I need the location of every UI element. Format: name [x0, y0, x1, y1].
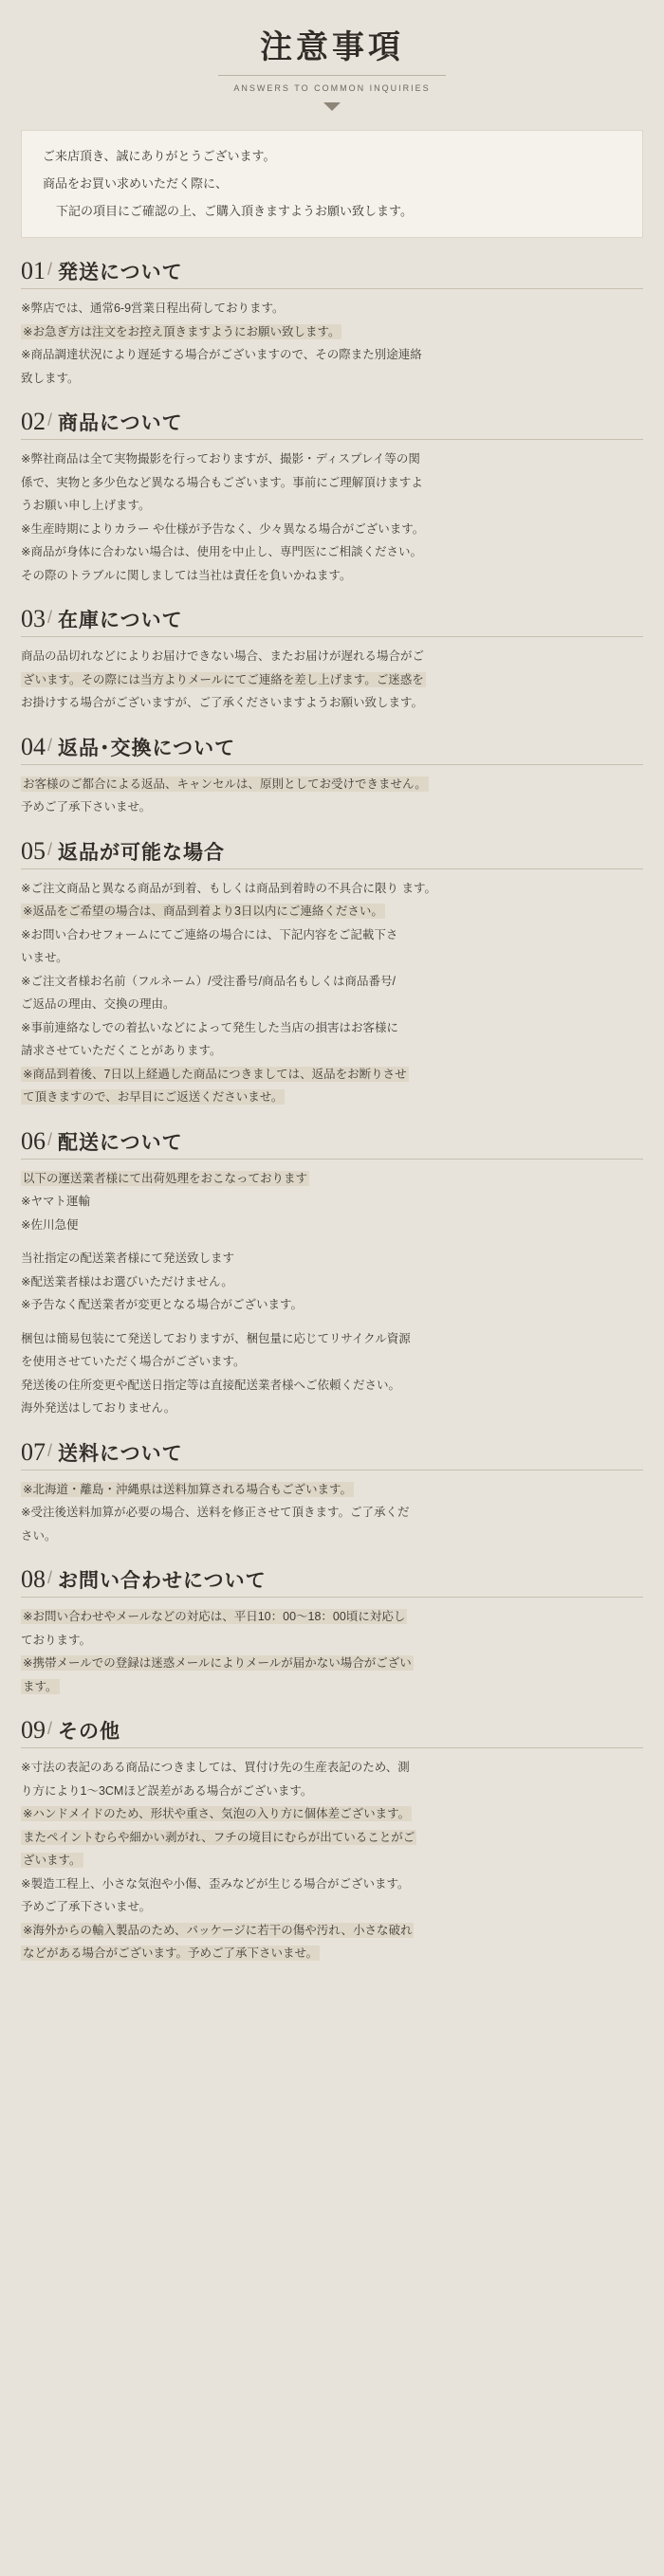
text-line: 係で、実物と多少色など異なる場合もございます。事前にご理解頂けますよ	[21, 475, 423, 489]
text-line: ※製造工程上、小さな気泡や小傷、歪みなどが生じる場合がございます。	[21, 1876, 410, 1891]
section-07-header	[21, 1437, 643, 1471]
bottom-spacer	[0, 1985, 664, 2010]
section-01-number: 01	[21, 257, 46, 285]
slash-icon: /	[47, 411, 53, 430]
text-line: ※受注後送料加算が必要の場合、送料を修正させて頂きます。ご了承くだ	[21, 1506, 410, 1520]
text-line-highlighted	[21, 902, 643, 923]
highlight: ※海外からの輸入製品のため、パッケージに若干の傷や汚れ、小さな破れ	[23, 1923, 413, 1937]
text-line: 致します。	[21, 371, 80, 385]
section-05-body	[21, 879, 643, 1108]
text-line-highlighted	[21, 1677, 643, 1698]
text-line: ※弊店では、通常6-9営業日程出荷しております。	[21, 301, 285, 316]
text-line-highlighted	[21, 322, 643, 343]
section-07	[0, 1437, 664, 1547]
text-line: 海外発送はしておりません。	[21, 1401, 176, 1416]
header-divider	[218, 75, 446, 76]
section-02-title: 商品について	[58, 412, 183, 435]
highlight: ざいます。	[23, 1854, 82, 1868]
section-01-body	[21, 299, 643, 389]
slash-icon: /	[47, 1568, 53, 1588]
text-line-highlighted	[21, 1653, 643, 1674]
highlight: ※北海道・離島・沖縄県は送料加算される場合もございます。	[23, 1482, 352, 1496]
highlight: ※商品到着後、7日以上経過した商品につきましては、返品をお断りさせ	[23, 1067, 407, 1081]
section-08	[0, 1567, 664, 1697]
text-line: 予めご了承下さいませ。	[21, 1900, 152, 1914]
section-07-body	[21, 1480, 643, 1547]
text-line: ※配送業者様はお選びいただけません。	[21, 1274, 233, 1288]
section-05	[0, 836, 664, 1108]
highlight: などがある場合がございます。予めご了承下さいませ。	[23, 1946, 319, 1961]
text-line-highlighted	[21, 1804, 643, 1825]
section-02-number: 02	[21, 408, 46, 436]
section-03	[0, 607, 664, 714]
section-08-number: 08	[21, 1565, 46, 1594]
section-02-header	[21, 410, 643, 440]
section-05-number: 05	[21, 836, 46, 865]
section-08-title: お問い合わせについて	[58, 1570, 267, 1593]
section-04-number: 04	[21, 732, 46, 760]
text-line: 商品の品切れなどによりお届けできない場合、またお届けが遅れる場合がご	[21, 649, 425, 664]
text-line: ※ヤマト運輸	[21, 1195, 90, 1209]
text-line-highlighted	[21, 1851, 643, 1872]
section-04-body	[21, 775, 643, 818]
section-04	[0, 732, 664, 818]
text-line: 梱包は簡易包装にて発送しておりますが、梱包量に応じてリサイクル資源	[21, 1331, 411, 1345]
highlight: お客様のご都合による返品、キャンセルは、原則としてお受けできません。	[23, 776, 427, 791]
section-09	[0, 1718, 664, 1964]
text-line: ※弊社商品は全て実物撮影を行っておりますが、撮影・ディスプレイ等の関	[21, 452, 420, 466]
text-line: ※予告なく配送業者が変更となる場合がございます。	[21, 1298, 303, 1312]
section-03-number: 03	[21, 605, 46, 633]
section-03-title: 在庫について	[58, 610, 183, 632]
text-line-highlighted	[21, 1828, 643, 1849]
text-line-highlighted	[21, 1607, 643, 1628]
text-line-highlighted	[21, 1921, 643, 1942]
intro-box	[21, 130, 643, 238]
down-arrow-icon	[323, 102, 341, 111]
slash-icon: /	[47, 839, 53, 859]
highlight: ※ハンドメイドのため、形状や重さ、気泡の入り方に個体差ございます。	[23, 1807, 411, 1821]
text-line-highlighted	[21, 1169, 643, 1190]
text-line: お掛けする場合がございますが、ご了承くださいますようお願い致します。	[21, 696, 424, 710]
section-06-body	[21, 1169, 643, 1419]
section-06-header	[21, 1126, 643, 1160]
section-03-body	[21, 647, 643, 714]
highlight: ます。	[23, 1679, 58, 1693]
text-line-highlighted	[21, 1087, 643, 1108]
text-line: 予めご了承下さいませ。	[21, 800, 152, 814]
section-08-body	[21, 1607, 643, 1697]
intro-line-2: 商品をお買い求めいただく際に、	[43, 175, 229, 191]
section-05-header	[21, 836, 643, 869]
text-line: 請求させていただくことがあります。	[21, 1044, 222, 1058]
section-03-header	[21, 607, 643, 637]
text-line: ※寸法の表記のある商品につきましては、買付け先の生産表記のため、測	[21, 1761, 410, 1775]
text-line: り方により1〜3CMほど誤差がある場合がございます。	[21, 1783, 313, 1798]
section-09-title: その他	[58, 1721, 121, 1744]
intro-line-3: 下記の項目にご確認の上、ご購入頂きますようお願い致します。	[56, 203, 413, 218]
section-08-header	[21, 1567, 643, 1598]
section-02	[0, 410, 664, 586]
highlight: ※携帯メールでの登録は迷惑メールによりメールが届かない場合がござい	[23, 1656, 412, 1671]
page-title: 注意事項	[260, 30, 404, 65]
section-04-header	[21, 732, 643, 765]
section-04-title: 返品･交換について	[58, 737, 236, 759]
highlight: ざいます。その際には当方よりメールにてご連絡を差し上げます。ご迷惑を	[23, 672, 424, 686]
section-01-header	[21, 259, 643, 289]
text-line-highlighted	[21, 1480, 643, 1501]
text-line-highlighted	[21, 1065, 643, 1086]
slash-icon: /	[47, 1719, 53, 1739]
section-01	[0, 259, 664, 389]
section-06-number: 06	[21, 1126, 46, 1155]
text-line: その際のトラブルに関しましては当社は責任を負いかねます。	[21, 568, 352, 582]
section-05-title: 返品が可能な場合	[58, 841, 226, 864]
section-07-title: 送料について	[58, 1442, 183, 1465]
text-line: ※佐川急便	[21, 1217, 79, 1232]
slash-icon: /	[47, 260, 53, 280]
text-line: 発送後の住所変更や配送日指定等は直接配送業者様へご依頼ください。	[21, 1378, 401, 1392]
section-07-number: 07	[21, 1437, 46, 1466]
highlight: て頂きますので、お早目にご返送くださいませ。	[23, 1090, 284, 1105]
highlight: ※返品をご希望の場合は、商品到着より3日以内にご連絡ください。	[23, 904, 383, 919]
section-02-body	[21, 449, 643, 586]
text-line-highlighted	[21, 775, 643, 795]
text-line: を使用させていただく場合がございます。	[21, 1355, 246, 1369]
section-01-title: 発送について	[58, 262, 183, 284]
highlight: ※お問い合わせやメールなどの対応は、平日10：00〜18：00頃に対応し	[23, 1610, 406, 1624]
text-line-highlighted	[21, 1944, 643, 1964]
slash-icon: /	[47, 1129, 53, 1149]
text-line-highlighted	[21, 670, 643, 691]
text-line: ※お問い合わせフォームにてご連絡の場合には、下記内容をご記載下さ	[21, 927, 398, 941]
section-09-body	[21, 1758, 643, 1964]
text-line: さい。	[21, 1528, 57, 1543]
text-line: いませ。	[21, 951, 68, 965]
slash-icon: /	[47, 1440, 53, 1460]
section-09-header	[21, 1718, 643, 1748]
section-06	[0, 1126, 664, 1419]
text-line: ご返品の理由、交換の理由。	[21, 997, 175, 1012]
text-line: ※ご注文者様お名前（フルネーム）/受注番号/商品名もしくは商品番号/	[21, 974, 397, 988]
text-line: ※ご注文商品と異なる商品が到着、もしくは商品到着時の不具合に限り ます。	[21, 881, 436, 895]
text-line: ております。	[21, 1633, 92, 1647]
page-subtitle: ANSWERS TO COMMON INQUIRIES	[233, 83, 431, 93]
page-header	[0, 0, 664, 115]
intro-line-1: ご来店頂き、誠にありがとうございます。	[43, 149, 276, 163]
section-09-number: 09	[21, 1716, 46, 1745]
slash-icon: /	[47, 735, 53, 755]
text-line: うお願い申し上げます。	[21, 499, 151, 513]
text-line: 当社指定の配送業者様にて発送致します	[21, 1251, 235, 1266]
slash-icon: /	[47, 608, 53, 628]
highlight: ※お急ぎ方は注文をお控え頂きますようにお願い致します。	[23, 324, 341, 338]
highlight: またペイントむらや細かい剥がれ、フチの境目にむらが出ていることがご	[23, 1830, 415, 1844]
text-line: ※商品調達状況により遅延する場合がございますので、その際また別途連絡	[21, 348, 422, 362]
text-line: ※商品が身体に合わない場合は、使用を中止し、専門医にご相談ください。	[21, 545, 422, 559]
section-06-title: 配送について	[58, 1131, 183, 1154]
text-line: ※生産時期によりカラー や仕様が予告なく、少々異なる場合がございます。	[21, 521, 425, 536]
highlight: 以下の運送業者様にて出荷処理をおこなっております	[23, 1171, 308, 1185]
text-line: ※事前連絡なしでの着払いなどによって発生した当店の損害はお客様に	[21, 1020, 398, 1034]
